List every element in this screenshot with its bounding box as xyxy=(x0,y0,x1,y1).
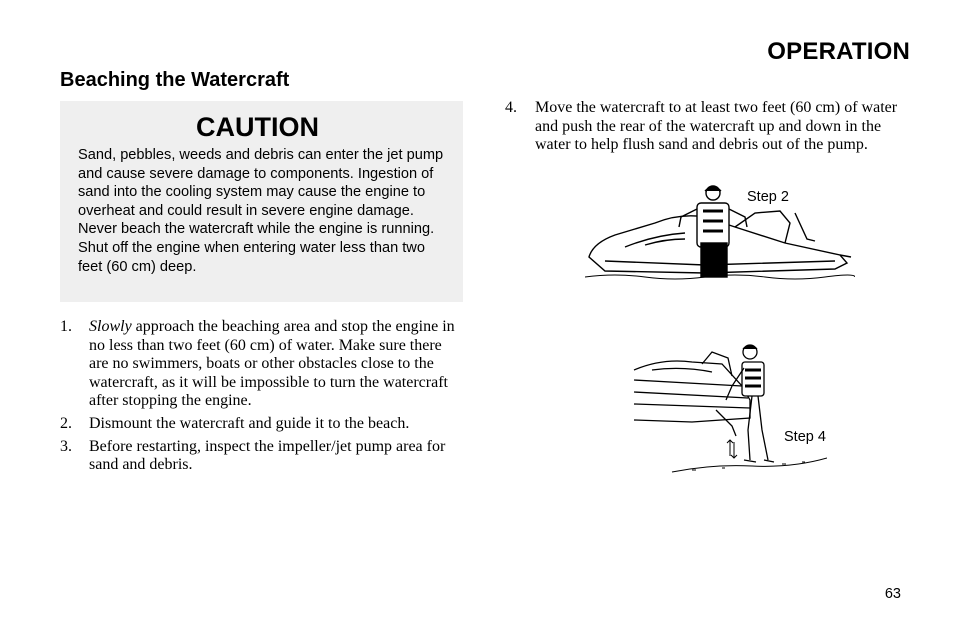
step-number: 4. xyxy=(505,99,517,116)
step-1 xyxy=(60,318,465,411)
steps-list-left xyxy=(60,318,465,479)
section-title: Beaching the Watercraft xyxy=(60,69,290,91)
step-3 xyxy=(60,438,465,475)
step-emphasis: Slowly xyxy=(89,318,132,335)
step-number: 2. xyxy=(60,414,72,432)
step-number: 1. xyxy=(60,318,72,335)
figure-label-step2: Step 2 xyxy=(747,189,789,205)
step-4 xyxy=(505,99,915,155)
caution-box xyxy=(60,101,463,302)
step-number: 3. xyxy=(60,437,72,455)
step2-illustration xyxy=(585,183,855,283)
steps-list-right xyxy=(505,99,915,159)
step-text: Dismount the watercraft and guide it to the beach. xyxy=(89,414,410,432)
step-text: Move the watercraft to at least two feet (60 cm) of water and push the rear of the watercraft up and down in the water to help flush sand and debris out of the pump. xyxy=(535,99,898,154)
caution-title: CAUTION xyxy=(196,112,319,142)
section-header: OPERATION xyxy=(767,38,910,65)
step-text xyxy=(89,318,465,411)
page-number: 63 xyxy=(884,586,901,602)
caution-text: Sand, pebbles, weeds and debris can enter the jet pump and cause severe damage to components. Ingestion of sand into the cooling system may cause the engine to overheat and could result in severe engine damage. Never beach the watercraft while the engine is running. Shut off the engine when entering water less than two feet (60 cm) deep. xyxy=(78,147,444,275)
step-2 xyxy=(60,415,465,434)
step-body: approach the beaching area and stop the engine in no less than two feet (60 cm) of water. Make sure there are no swimmers, boats or other obstacles close to the watercraft, as it will be impossible to turn the watercraft after stopping the engine. xyxy=(89,318,455,410)
step4-illustration xyxy=(632,340,827,476)
step-text: Before restarting, inspect the impeller/jet pump area for sand and debris. xyxy=(89,437,446,474)
figure-label-step4: Step 4 xyxy=(784,429,826,445)
